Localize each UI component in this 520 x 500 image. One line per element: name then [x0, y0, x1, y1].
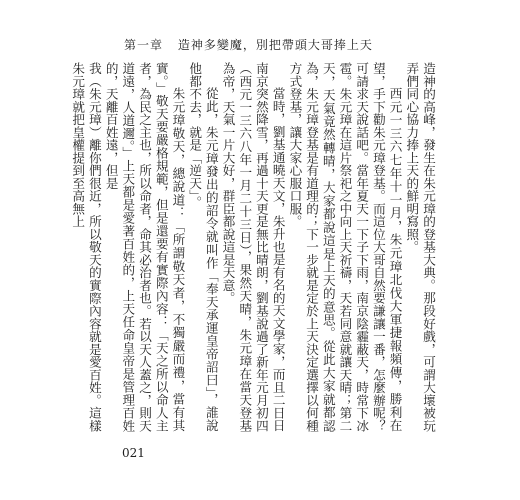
paragraph: 造神的高峰，發生在朱元璋的登基大典。那段好戲，可謂大壞被玩弄們同心協力捧上天的鮮明寫照。	[404, 62, 436, 432]
paragraph-text: 離你們很近，所以敬天的實際內容就是愛百姓。這樣朱元璋就把皇權提到至高無上	[70, 62, 102, 433]
page-number: 021	[122, 446, 145, 460]
paragraph-lead: 我（朱元璋）	[86, 62, 102, 139]
paragraph: 西元一三六七年十一月，朱元璋北伐大軍捷報頻傳，勝利在望，手下勸朱元璋登基。而這位大哥自然要謙讓一番，怎麼辦呢？可請求天說話吧。當年夏天一下子下雨，南京陰霾蔽天，時常下冰雹。朱元璋在這片祭祀之中向上天祈禱，天若同意就讓天晴；第二天，天氣竟然轉晴，大家都說這是上天的意思。從此大家就都認為，朱元璋登基是有道理的；下一步就是定於上天決定選擇以何種方式登基，讓大家心服口服。	[287, 62, 403, 432]
chapter-label: 第一章	[124, 38, 164, 52]
paragraph: 朱元璋敬天，總說道：「所謂敬天者，不獨嚴而禮，當有其實。」敬天要嚴格規範，但是還要有實際內容：「天之所以命人主者，為民之主也，所以命者，命其必治者也。若以天人蓋之，則天道遠，人道邇。」上天都是愛著百姓的，上天任命皇帝是管理百姓的，天離百姓遠，但是	[103, 62, 186, 432]
running-head	[124, 36, 373, 53]
paragraph: 當時，劉基通曉天文，朱升也是有名的天文學家，而且二日日南京突然降雪，再過十天更是無比晴朗，劉基說過了新年元月初四（西元一三六八年一月二十三日），果然天晴，朱元璋在當天登基為帝，天氣一片大好，群臣都說這是天意。	[220, 62, 286, 432]
paragraph: 從此，朱元璋發出的詔令就叫作「奉天承運皇帝詔曰」，誰說他都不去，就是「逆天」。	[187, 62, 219, 432]
paragraph	[69, 62, 102, 432]
chapter-title: 造神多變魔，別把帶頭大哥捧上天	[177, 38, 373, 52]
body-text	[70, 62, 436, 433]
